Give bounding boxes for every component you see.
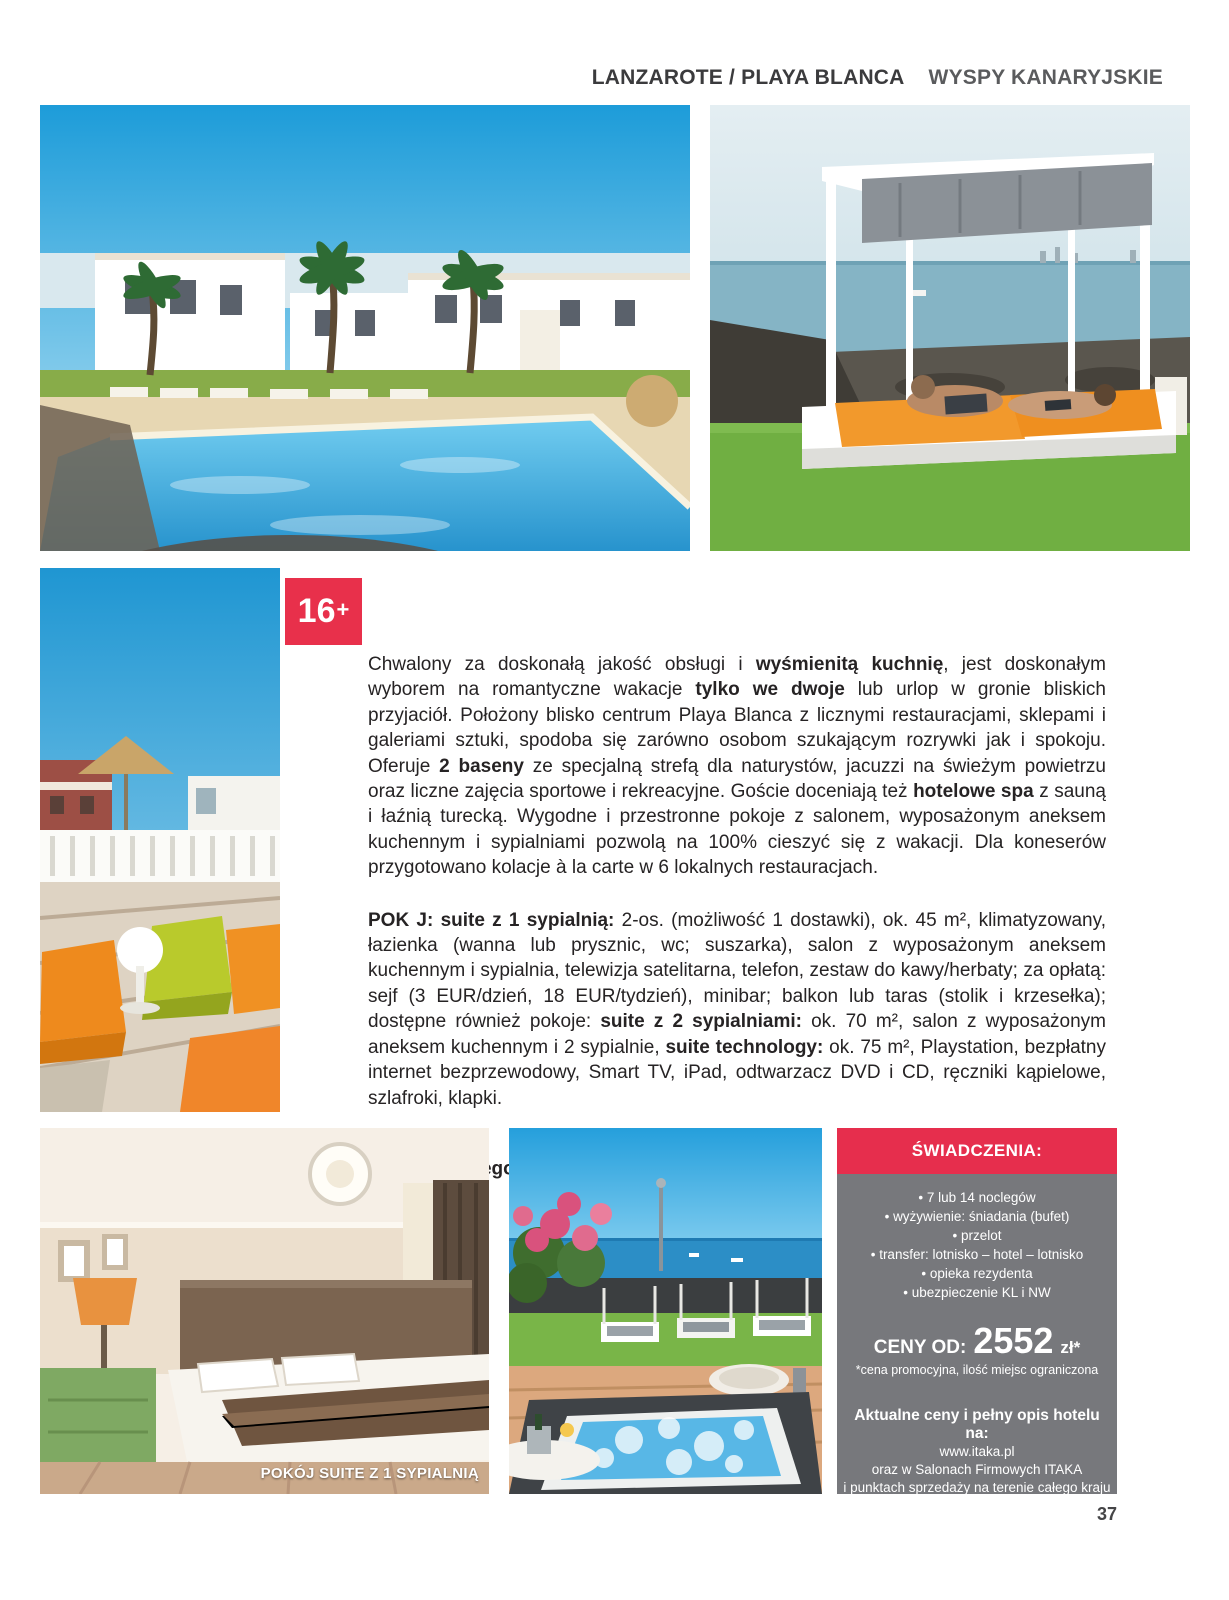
- region-title: WYSPY KANARYJSKIE: [928, 66, 1163, 89]
- services-box: [837, 1128, 1117, 1494]
- badge-plus: +: [336, 596, 350, 622]
- service-item: • 7 lub 14 noclegów: [847, 1188, 1107, 1207]
- service-item: • ubezpieczenie KL i NW: [847, 1283, 1107, 1302]
- website-url: www.itaka.pl: [939, 1444, 1015, 1459]
- service-item: • przelot: [847, 1226, 1107, 1245]
- intro-paragraph: Chwalony za doskonałą jakość obsługi i wyśmienitą kuchnię, jest doskonałym wyborem na romantyczne wakacje tylko we dwoje lub urlop w gronie bliskich przyjaciół. Położony blisko centrum Playa Blanca z licznymi restauracjami, sklepami i galeriami sztuki, spodoba się zarówno osobom szukającym rozrywki jak i spokoju. Oferuje 2 baseny ze specjalną strefą dla naturystów, jacuzzi na świeżym powietrzu oraz liczne zajęcia sportowe i rekreacyjne. Goście doceniają też hotelowe spa z sauną i łaźnią turecką. Wygodne i przestronne pokoje z salonem, wyposażonym aneksem kuchennym i sypialniami pozwolą na 100% cieszyć się z wakacji. Dla koneserów przygotowano kolacje à la carte w 6 lokalnych restauracjach.: [368, 654, 1106, 879]
- services-title: ŚWIADCZENIA:: [911, 1141, 1043, 1160]
- jacuzzi-photo: [509, 1128, 822, 1494]
- price-currency: zł*: [1060, 1338, 1081, 1357]
- page-number: 37: [1096, 1504, 1117, 1524]
- bedroom-photo-caption: POKÓJ SUITE Z 1 SYPIALNIĄ: [260, 1465, 479, 1482]
- services-list: [837, 1188, 1117, 1302]
- service-item: • opieka rezydenta: [847, 1264, 1107, 1283]
- price-note: *cena promocyjna, ilość miejsc ograniczona: [855, 1363, 1099, 1377]
- hotel-description: [368, 652, 1106, 1182]
- page-header: [300, 66, 1163, 96]
- pool-photo: [40, 105, 690, 551]
- terrace-photo-art: [40, 568, 280, 1112]
- destination-title: LANZAROTE / PLAYA BLANCA: [591, 66, 905, 89]
- price-row: [837, 1320, 1117, 1361]
- pool-photo-art: [40, 105, 690, 551]
- badge-age: 16: [297, 592, 336, 630]
- info-line: oraz w Salonach Firmowych ITAKA: [871, 1462, 1083, 1477]
- adults-only-badge: [285, 578, 362, 645]
- terrace-photo: [40, 568, 280, 1112]
- service-item: • transfer: lotnisko – hotel – lotnisko: [847, 1245, 1107, 1264]
- bedroom-photo-art: [40, 1128, 489, 1494]
- bedroom-photo: [40, 1128, 489, 1494]
- service-item: • wyżywienie: śniadania (bufet): [847, 1207, 1107, 1226]
- cabana-photo-art: [710, 105, 1190, 551]
- jacuzzi-photo-art: [509, 1128, 822, 1494]
- rooms-paragraph: POK J: suite z 1 sypialnią: 2-os. (możliwość 1 dostawki), ok. 45 m², klimatyzowany, łazienka (wanna lub prysznic, wc; suszarka), salon z wyposażonym aneksem kuchennym i sypialnia, telewizja satelitarna, telefon, zestaw do kawy/herbaty; za opłatą: sejf (3 EUR/dzień, 18 EUR/tydzień), minibar; balkon lub taras (stolik i krzesełka); dostępne również pokoje: suite z 2 sypialniami: ok. 70 m², salon z wyposażonym aneksem kuchennym i 2 sypialnie, suite technology: ok. 75 m², Playstation, bezpłatny internet bezprzewodowy, Smart TV, iPad, odtwarzacz DVD i CD, ręczniki kąpielowe, szlafroki, klapki.: [368, 909, 1106, 1109]
- cabana-photo: [710, 105, 1190, 551]
- price-value: 2552: [973, 1320, 1054, 1361]
- services-header: [837, 1128, 1117, 1174]
- price-label: CENY OD:: [873, 1337, 967, 1358]
- info-line: i punktach sprzedaży na terenie całego kraju: [843, 1480, 1111, 1495]
- info-heading: Aktualne ceny i pełny opis hotelu na:: [854, 1407, 1100, 1442]
